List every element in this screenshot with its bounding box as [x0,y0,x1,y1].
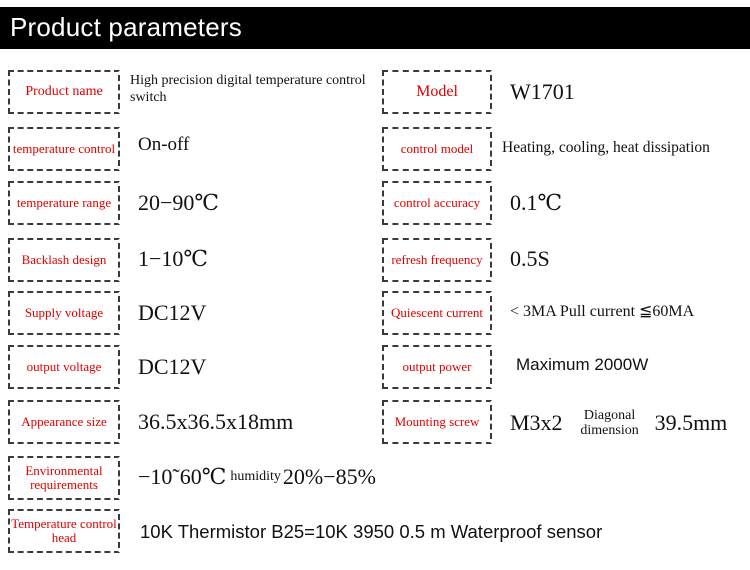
value-environmental-requirements: −10˜60℃ humidity 20%−85% [138,464,376,489]
label-output-voltage: output voltage [8,345,120,389]
label-temperature-control-head: Temperature control head [8,509,120,553]
value-supply-voltage: DC12V [138,300,207,325]
value-output-voltage: DC12V [138,354,207,379]
label-control-model: control model [382,127,492,171]
value-temperature-range: 20−90℃ [138,190,220,215]
label-supply-voltage: Supply voltage [8,291,120,335]
value-product-name: High precision digital temperature control switch [130,73,366,105]
value-quiescent-current: < 3MA Pull current ≦60MA [510,303,695,320]
value-control-accuracy: 0.1℃ [510,190,563,215]
page-header [0,7,750,49]
label-mounting-screw: Mounting screw [382,400,492,444]
label-output-power: output power [382,345,492,389]
value-temperature-control-head: 10K Thermistor B25=10K 3950 0.5 m Waterproof sensor [140,521,603,542]
label-temperature-range: temperature range [8,181,120,225]
humidity-label: humidity [230,469,281,484]
value-refresh-frequency: 0.5S [510,246,550,271]
value-appearance-size: 36.5x36.5x18mm [138,409,294,434]
label-product-name: Product name [8,70,120,114]
value-temperature-control: On-off [138,134,190,155]
value-backlash-design: 1−10℃ [138,246,209,271]
label-environmental-requirements: Environmental requirements [8,456,120,500]
label-model: Model [382,70,492,114]
label-control-accuracy: control accuracy [382,181,492,225]
page-title: Product parameters [10,12,242,42]
label-temperature-control: temperature control [8,127,120,171]
label-refresh-frequency: refresh frequency [382,238,492,282]
label-backlash-design: Backlash design [8,238,120,282]
label-quiescent-current: Quiescent current [382,291,492,335]
value-control-model: Heating, cooling, heat dissipation [502,139,710,156]
diagonal-dimension-label: Diagonal dimension [580,407,639,438]
label-appearance-size: Appearance size [8,400,120,444]
value-model: W1701 [510,79,575,104]
value-mounting-screw: M3x2 Diagonal dimension 39.5mm [510,407,728,438]
value-output-power: Maximum 2000W [516,355,649,374]
